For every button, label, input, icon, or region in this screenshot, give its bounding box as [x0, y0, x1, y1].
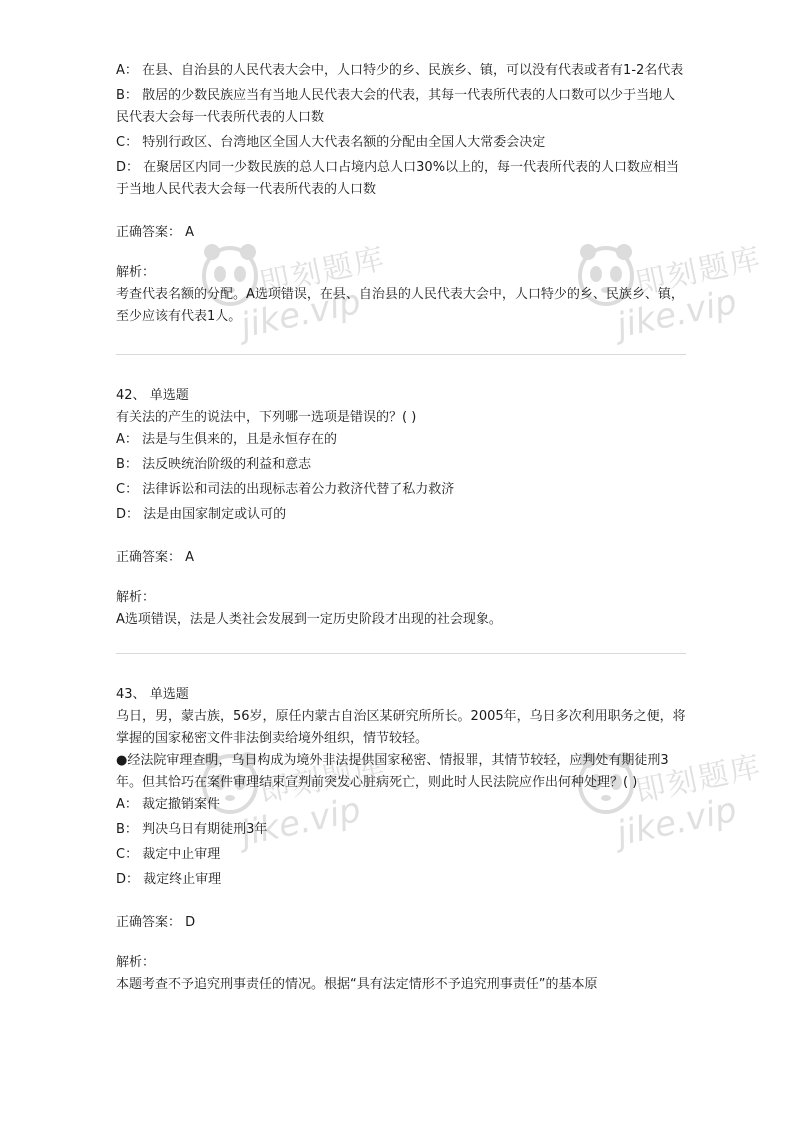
- analysis-text: 考查代表名额的分配。A选项错误，在县、自治县的人民代表大会中，人口特少的乡、民族乡、镇，至少应该有代表1人。: [116, 287, 684, 324]
- watermark-cn: 即刻题库: [632, 240, 765, 302]
- analysis-label: 解析：: [116, 265, 156, 280]
- option-c: C： 法律诉讼和司法的出现标志着公力救济代替了私力救济: [116, 482, 455, 497]
- option-b: B： 法反映统治阶级的利益和意志: [116, 457, 312, 472]
- analysis-label: 解析：: [116, 590, 156, 605]
- watermark-url: jike.vip: [237, 789, 365, 855]
- watermark-cn: 即刻题库: [256, 240, 389, 302]
- watermark-cn: 即刻题库: [632, 748, 765, 810]
- option-d: D： 裁定终止审理: [116, 872, 222, 887]
- correct-answer: 正确答案： A: [116, 550, 195, 565]
- option-b: B： 散居的少数民族应当有当地人民代表大会的代表，其每一代表所代表的人口数可以少于当地人民代表大会每一代表所代表的人口数: [116, 88, 676, 125]
- analysis-label: 解析：: [116, 955, 156, 970]
- analysis-text: A选项错误，法是人类社会发展到一定历史阶段才出现的社会现象。: [116, 612, 502, 627]
- correct-answer: 正确答案： D: [116, 915, 196, 930]
- watermark-url: jike.vip: [613, 281, 741, 347]
- watermark-url: jike.vip: [237, 281, 365, 347]
- question-43: [116, 684, 688, 996]
- question-41: [116, 60, 688, 328]
- option-c: C： 裁定中止审理: [116, 847, 221, 862]
- watermark-url: jike.vip: [613, 789, 741, 855]
- question-stem: 有关法的产生的说法中，下列哪一选项是错误的？( ): [116, 410, 417, 425]
- option-d: D： 法是由国家制定或认可的: [116, 507, 287, 522]
- question-header: 43、 单选题: [116, 687, 189, 702]
- option-a: A： 裁定撤销案件: [116, 797, 221, 812]
- option-a: A： 在县、自治县的人民代表大会中，人口特少的乡、民族乡、镇，可以没有代表或者有1-2名代表: [116, 63, 684, 78]
- correct-answer: 正确答案： A: [116, 225, 195, 240]
- option-c: C： 特别行政区、台湾地区全国人大代表名额的分配由全国人大常委会决定: [116, 135, 546, 150]
- question-stem-continued: ●经法院审理查明，乌日构成为境外非法提供国家秘密、情报罪，其情节较轻，应判处有期徒刑3年。但其恰巧在案件审理结束宣判前突发心脏病死亡，则此时人民法院应作出何种处理？( ): [116, 753, 669, 790]
- question-header: 42、 单选题: [116, 388, 189, 403]
- option-d: D： 在聚居区内同一少数民族的总人口占境内总人口30%以上的，每一代表所代表的人口数应相当于当地人民代表大会每一代表所代表的人口数: [116, 160, 680, 197]
- option-b: B： 判决乌日有期徒刑3年: [116, 822, 268, 837]
- watermark-cn: 即刻题库: [256, 748, 389, 810]
- question-42: [116, 385, 688, 631]
- analysis-text: 本题考查不予追究刑事责任的情况。根据“具有法定情形不予追究刑事责任”的基本原: [116, 977, 598, 992]
- document-page: [116, 60, 688, 996]
- question-stem: 乌日，男，蒙古族，56岁，原任内蒙古自治区某研究所所长。2005年，乌日多次利用职务之便，将掌握的国家秘密文件非法倒卖给境外组织，情节较轻。: [116, 709, 686, 746]
- option-a: A： 法是与生俱来的，且是永恒存在的: [116, 432, 338, 447]
